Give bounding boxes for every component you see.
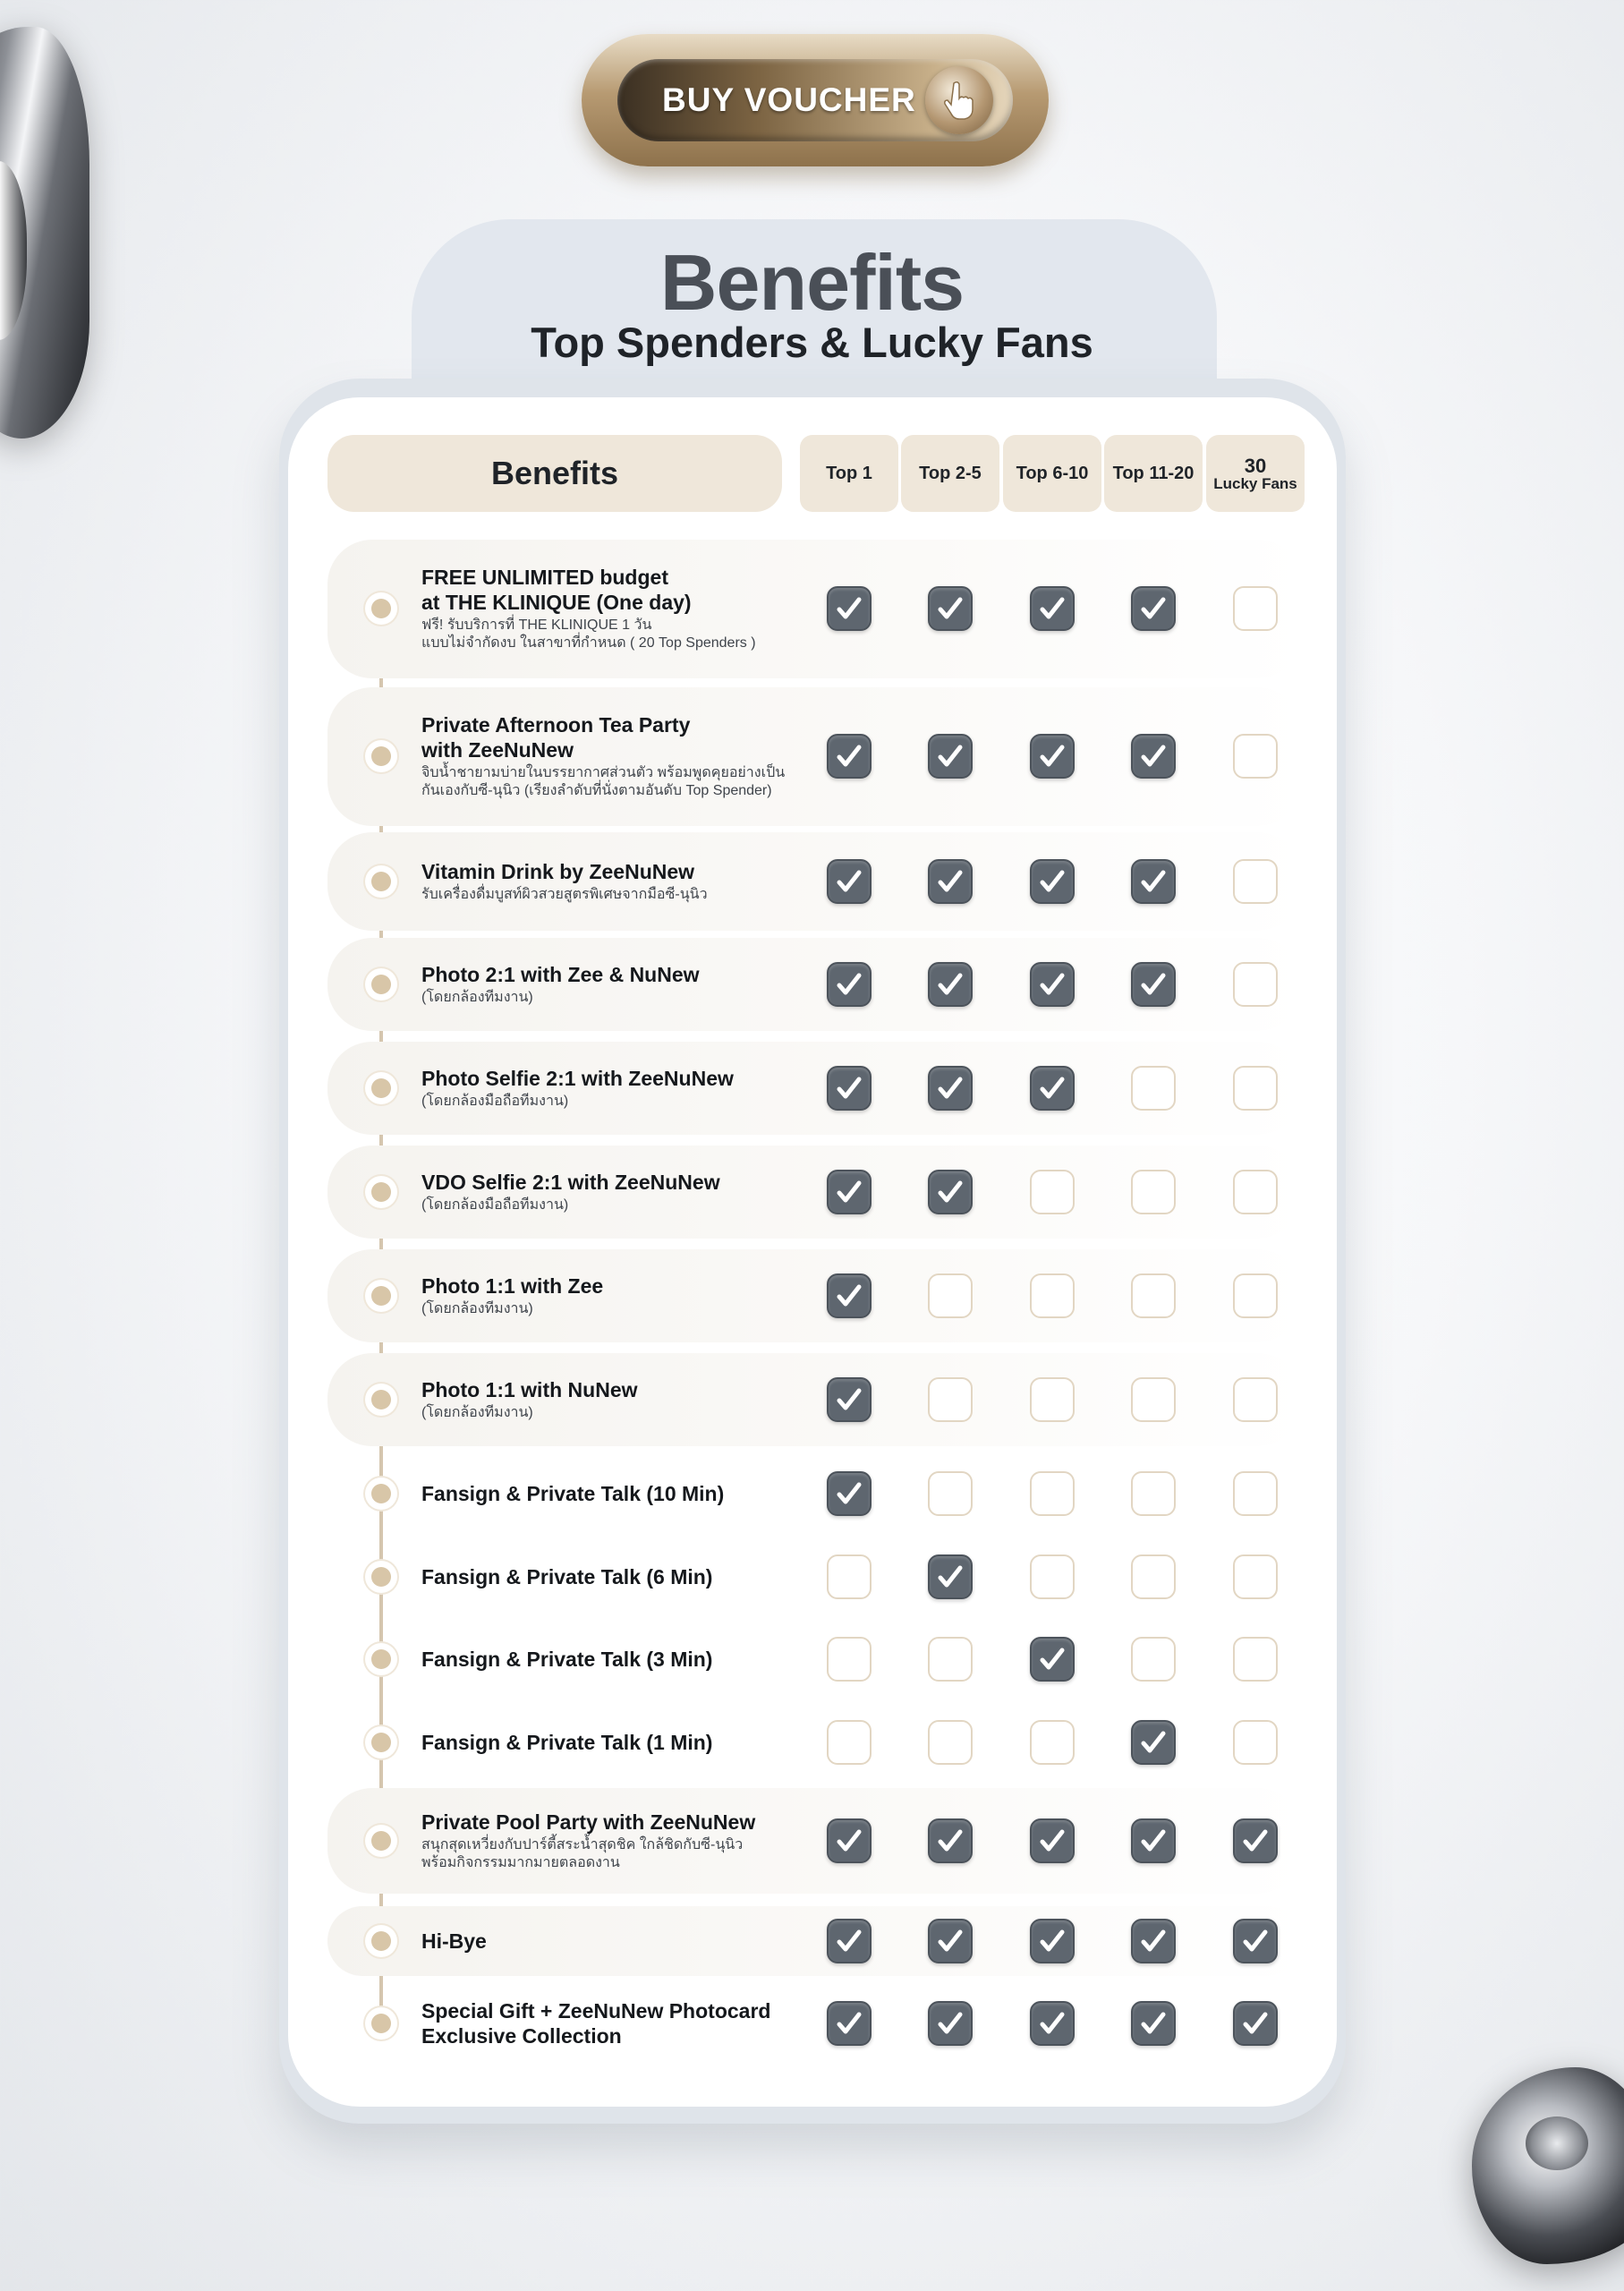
benefit-description: (โดยกล้องมือถือทีมงาน) (421, 1197, 569, 1213)
benefit-title: VDO Selfie 2:1 with ZeeNuNew (421, 1171, 720, 1194)
checkbox-checked[interactable] (1233, 1919, 1278, 1963)
benefit-title: Photo 1:1 with Zee (421, 1274, 604, 1298)
column-header-1 (800, 435, 898, 512)
table-row (421, 1066, 806, 1111)
table-row (421, 1481, 806, 1506)
checkbox-checked[interactable] (928, 734, 973, 779)
table-row (421, 712, 806, 800)
checkbox-checked[interactable] (827, 2001, 872, 2046)
table-row (421, 1647, 806, 1672)
timeline-dot (365, 2007, 397, 2040)
checkbox-unchecked[interactable] (1131, 1377, 1176, 1422)
timeline-dot (365, 1072, 397, 1104)
benefit-description: (โดยกล้องทีมงาน) (421, 990, 533, 1005)
checkbox-checked[interactable] (928, 1919, 973, 1963)
checkbox-unchecked[interactable] (827, 1554, 872, 1599)
column-header-label: Top 2-5 (919, 463, 982, 483)
checkbox-checked[interactable] (1233, 2001, 1278, 2046)
checkbox-checked[interactable] (928, 962, 973, 1007)
checkbox-unchecked[interactable] (1233, 1471, 1278, 1516)
benefits-column-header: Benefits (327, 435, 782, 512)
checkbox-unchecked[interactable] (928, 1720, 973, 1765)
checkbox-checked[interactable] (928, 1066, 973, 1111)
checkbox-checked[interactable] (827, 1273, 872, 1318)
benefit-title: Fansign & Private Talk (10 Min) (421, 1482, 725, 1505)
checkbox-unchecked[interactable] (1233, 734, 1278, 779)
hand-pointer-icon (925, 66, 993, 134)
benefit-title: Fansign & Private Talk (3 Min) (421, 1648, 713, 1671)
table-row (421, 1730, 806, 1755)
chrome-blob-decoration-right (1472, 2067, 1624, 2264)
benefit-title: Special Gift + ZeeNuNew Photocard Exclusive Collection (421, 1999, 771, 2048)
benefit-description: จิบน้ำชายามบ่ายในบรรยากาศส่วนตัว พร้อมพูดคุยอย่างเป็น กันเองกับซี-นุนิว (เรียงลำดับที่นั่งตามอันดับ Top Spender) (421, 765, 786, 798)
checkbox-unchecked[interactable] (1233, 962, 1278, 1007)
checkbox-unchecked[interactable] (1030, 1720, 1075, 1765)
checkbox-checked[interactable] (1131, 734, 1176, 779)
benefit-title: Private Afternoon Tea Party with ZeeNuNew (421, 713, 691, 762)
checkbox-checked[interactable] (928, 1170, 973, 1214)
checkbox-unchecked[interactable] (1030, 1471, 1075, 1516)
checkbox-checked[interactable] (827, 1471, 872, 1516)
timeline-dot (365, 1726, 397, 1759)
checkbox-unchecked[interactable] (1233, 1377, 1278, 1422)
checkbox-checked[interactable] (827, 1377, 872, 1422)
benefit-description: ฟรี! รับบริการที่ THE KLINIQUE 1 วัน แบบไม่จำกัดงบ ในสาขาที่กำหนด ( 20 Top Spenders ) (421, 617, 756, 651)
checkbox-unchecked[interactable] (1030, 1170, 1075, 1214)
checkbox-checked[interactable] (1131, 1818, 1176, 1863)
column-header-label: Top 11-20 (1112, 463, 1195, 483)
checkbox-unchecked[interactable] (1030, 1554, 1075, 1599)
checkbox-checked[interactable] (827, 1170, 872, 1214)
checkbox-unchecked[interactable] (1131, 1471, 1176, 1516)
checkbox-unchecked[interactable] (1233, 586, 1278, 631)
chrome-blob-decoration-left (0, 27, 89, 439)
checkbox-checked[interactable] (1233, 1818, 1278, 1863)
column-header-sublabel: Lucky Fans (1213, 474, 1297, 492)
table-row (421, 962, 806, 1007)
benefit-title: FREE UNLIMITED budget at THE KLINIQUE (One day) (421, 566, 692, 614)
checkbox-checked[interactable] (928, 859, 973, 904)
table-row (421, 1170, 806, 1214)
benefit-title: Private Pool Party with ZeeNuNew (421, 1810, 756, 1834)
page-subtitle: Top Spenders & Lucky Fans (531, 319, 1093, 366)
buy-voucher-label: BUY VOUCHER (662, 81, 916, 118)
buy-voucher-frame (582, 34, 1049, 166)
checkbox-unchecked[interactable] (827, 1720, 872, 1765)
checkbox-unchecked[interactable] (1131, 1066, 1176, 1111)
timeline-dot (365, 1176, 397, 1208)
table-row (421, 1564, 806, 1589)
checkbox-checked[interactable] (827, 1818, 872, 1863)
checkbox-unchecked[interactable] (928, 1273, 973, 1318)
column-header-5 (1206, 435, 1305, 512)
timeline-dot (365, 1384, 397, 1416)
checkbox-checked[interactable] (1030, 734, 1075, 779)
checkbox-checked[interactable] (827, 734, 872, 779)
checkbox-checked[interactable] (1030, 859, 1075, 904)
benefit-title: Vitamin Drink by ZeeNuNew (421, 860, 695, 883)
checkbox-checked[interactable] (1131, 859, 1176, 904)
checkbox-checked[interactable] (1030, 2001, 1075, 2046)
column-header-label: 30 (1244, 454, 1267, 477)
page-title: Benefits (659, 238, 965, 327)
checkbox-unchecked[interactable] (928, 1471, 973, 1516)
checkbox-unchecked[interactable] (1233, 1720, 1278, 1765)
timeline-dot (365, 968, 397, 1001)
checkbox-unchecked[interactable] (1233, 1637, 1278, 1682)
checkbox-checked[interactable] (1030, 586, 1075, 631)
benefit-description: (โดยกล้องทีมงาน) (421, 1301, 533, 1316)
timeline-dot (365, 1825, 397, 1857)
column-header-4 (1104, 435, 1203, 512)
table-row (421, 1810, 806, 1872)
checkbox-checked[interactable] (827, 586, 872, 631)
benefit-description: สนุกสุดเหวี่ยงกับปาร์ตี้สระน้ำสุดชิค ใกล้ชิดกับซี-นุนิว พร้อมกิจกรรมมากมายตลอดงาน (421, 1837, 744, 1870)
table-row (421, 1929, 806, 1954)
checkbox-checked[interactable] (1030, 962, 1075, 1007)
benefit-title: Photo Selfie 2:1 with ZeeNuNew (421, 1067, 734, 1090)
timeline-dot (365, 865, 397, 898)
checkbox-checked[interactable] (827, 1066, 872, 1111)
benefit-description: (โดยกล้องทีมงาน) (421, 1405, 533, 1420)
benefit-description: (โดยกล้องมือถือทีมงาน) (421, 1094, 569, 1109)
checkbox-checked[interactable] (1030, 1637, 1075, 1682)
checkbox-checked[interactable] (1131, 586, 1176, 631)
timeline-dot (365, 1925, 397, 1957)
table-row (421, 1273, 806, 1318)
checkbox-checked[interactable] (1030, 1818, 1075, 1863)
checkbox-unchecked[interactable] (928, 1377, 973, 1422)
checkbox-checked[interactable] (928, 586, 973, 631)
checkbox-checked[interactable] (928, 1818, 973, 1863)
column-header-label: Top 1 (826, 463, 872, 483)
benefit-title: Fansign & Private Talk (6 Min) (421, 1565, 713, 1588)
checkbox-checked[interactable] (1030, 1066, 1075, 1111)
checkbox-unchecked[interactable] (1233, 1170, 1278, 1214)
timeline-dot (365, 1280, 397, 1312)
checkbox-unchecked[interactable] (1233, 1273, 1278, 1318)
checkbox-checked[interactable] (928, 1554, 973, 1599)
checkbox-checked[interactable] (1131, 1720, 1176, 1765)
benefit-title: Photo 2:1 with Zee & NuNew (421, 963, 700, 986)
checkbox-unchecked[interactable] (1030, 1273, 1075, 1318)
column-header-label: Top 6-10 (1016, 463, 1089, 483)
timeline-dot (365, 1478, 397, 1510)
table-row (421, 565, 806, 652)
checkbox-unchecked[interactable] (928, 1637, 973, 1682)
checkbox-checked[interactable] (1030, 1919, 1075, 1963)
benefit-title: Photo 1:1 with NuNew (421, 1378, 638, 1401)
checkbox-unchecked[interactable] (827, 1637, 872, 1682)
checkbox-unchecked[interactable] (1131, 1170, 1176, 1214)
checkbox-checked[interactable] (928, 2001, 973, 2046)
checkbox-unchecked[interactable] (1131, 1637, 1176, 1682)
timeline-dot (365, 592, 397, 625)
buy-voucher-button[interactable] (617, 59, 1013, 141)
checkbox-checked[interactable] (827, 1919, 872, 1963)
column-header-3 (1003, 435, 1101, 512)
checkbox-unchecked[interactable] (1030, 1377, 1075, 1422)
timeline-dot (365, 1643, 397, 1675)
benefit-description: รับเครื่องดื่มบูสท์ผิวสวยสูตรพิเศษจากมือซี-นุนิว (421, 887, 708, 902)
table-row (421, 1998, 806, 2048)
checkbox-checked[interactable] (1131, 2001, 1176, 2046)
checkbox-checked[interactable] (827, 859, 872, 904)
table-row (421, 859, 806, 904)
checkbox-unchecked[interactable] (1233, 1066, 1278, 1111)
timeline-dot (365, 740, 397, 772)
checkbox-checked[interactable] (827, 962, 872, 1007)
checkbox-checked[interactable] (1131, 962, 1176, 1007)
checkbox-unchecked[interactable] (1131, 1273, 1176, 1318)
benefit-title: Hi-Bye (421, 1929, 487, 1953)
checkbox-unchecked[interactable] (1233, 859, 1278, 904)
table-row (421, 1377, 806, 1422)
timeline-dot (365, 1561, 397, 1593)
benefit-title: Fansign & Private Talk (1 Min) (421, 1731, 713, 1754)
checkbox-unchecked[interactable] (1131, 1554, 1176, 1599)
checkbox-checked[interactable] (1131, 1919, 1176, 1963)
column-header-2 (901, 435, 999, 512)
checkbox-unchecked[interactable] (1233, 1554, 1278, 1599)
